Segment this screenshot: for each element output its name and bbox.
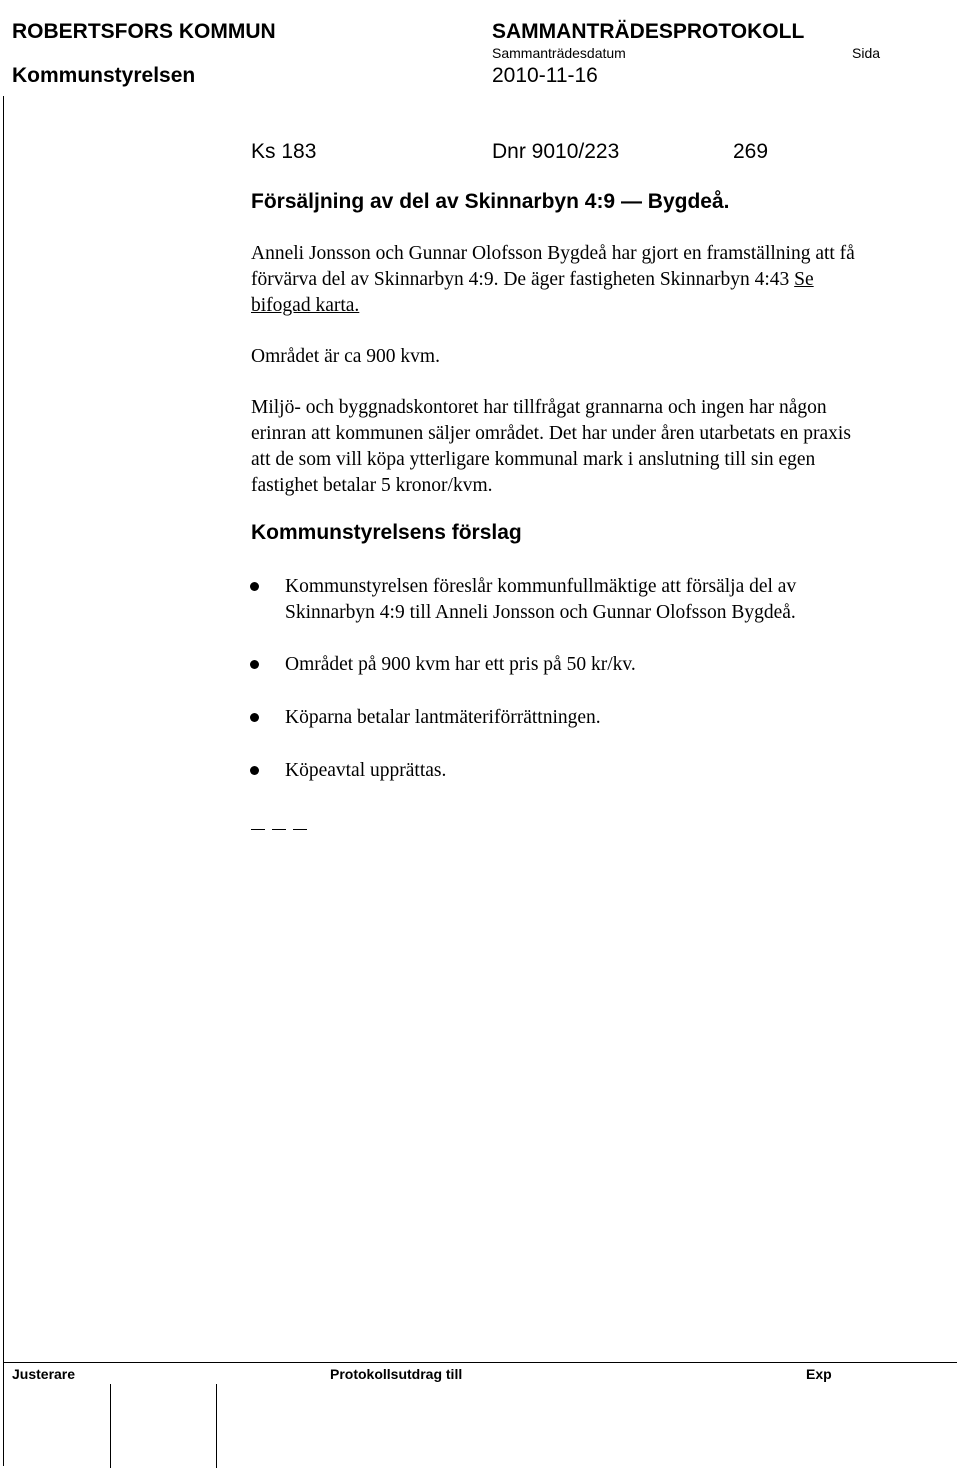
proposal-item-line: Skinnarbyn 4:9 till Anneli Jonsson och Gunnar Olofsson Bygdeå. xyxy=(285,602,796,623)
case-section-number: Ks 183 xyxy=(251,140,317,163)
bullet-icon xyxy=(250,582,259,591)
paragraph-line: Anneli Jonsson och Gunnar Olofsson Bygdeå har gjort en framställning att få xyxy=(251,243,855,264)
map-attachment-link[interactable]: Se xyxy=(794,269,814,290)
proposal-item-4 xyxy=(285,758,446,784)
end-dash xyxy=(293,829,307,830)
document-type: SAMMANTRÄDESPROTOKOLL xyxy=(492,20,805,43)
frame-left-line xyxy=(3,96,4,1466)
proposal-item-3 xyxy=(285,705,601,731)
footer-sign-box-1 xyxy=(110,1384,111,1468)
municipality-name: ROBERTSFORS KOMMUN xyxy=(12,20,276,43)
organ-name: Kommunstyrelsen xyxy=(12,64,196,87)
case-dnr: Dnr 9010/223 xyxy=(492,140,620,163)
paragraph-line: Miljö- och byggnadskontoret har tillfrågat grannarna och ingen har någon xyxy=(251,397,827,418)
proposal-item-line: Kommunstyrelsen föreslår kommunfullmäktige att försälja del av xyxy=(285,576,797,597)
paragraph-line: Området är ca 900 kvm. xyxy=(251,346,440,367)
proposal-item-line: Köparna betalar lantmäteriförrättningen. xyxy=(285,707,601,728)
end-dash xyxy=(272,829,286,830)
bullet-icon xyxy=(250,660,259,669)
bullet-icon xyxy=(250,766,259,775)
case-title: Försäljning av del av Skinnarbyn 4:9 — Bygdeå. xyxy=(251,190,730,213)
footer-excerpt-label: Protokollsutdrag till xyxy=(330,1366,463,1382)
paragraph-line: fastighet betalar 5 kronor/kvm. xyxy=(251,475,493,496)
footer-exp-label: Exp xyxy=(806,1366,832,1382)
end-dash xyxy=(251,829,265,830)
meeting-date: 2010-11-16 xyxy=(492,64,598,87)
footer-justerare-label: Justerare xyxy=(12,1366,76,1382)
meeting-date-label: Sammanträdesdatum xyxy=(492,45,626,61)
map-attachment-link-cont[interactable]: bifogad karta. xyxy=(251,295,360,316)
footer-divider-line xyxy=(3,1362,957,1363)
bullet-icon xyxy=(250,713,259,722)
footer-sign-box-2 xyxy=(216,1384,217,1468)
proposal-item-2 xyxy=(285,652,636,678)
proposal-item-line: Köpeavtal upprättas. xyxy=(285,760,447,781)
proposal-item-line: Området på 900 kvm har ett pris på 50 kr/kv. xyxy=(285,654,636,675)
paragraph-line: erinran att kommunen säljer området. Det har under åren utarbetats en praxis xyxy=(251,423,851,444)
paragraph-line: att de som vill köpa ytterligare kommunal mark i anslutning till sin egen xyxy=(251,449,816,470)
proposal-item-1 xyxy=(285,574,796,626)
paragraph-line xyxy=(251,293,855,319)
paragraph-application xyxy=(251,241,855,319)
case-page-number: 269 xyxy=(733,140,769,163)
proposal-heading: Kommunstyrelsens förslag xyxy=(251,521,522,544)
paragraph-neighbours xyxy=(251,395,851,499)
page-label: Sida xyxy=(852,45,881,61)
paragraph-area xyxy=(251,344,440,370)
paragraph-line xyxy=(251,267,855,293)
paragraph-text: förvärva del av Skinnarbyn 4:9. De äger fastigheten Skinnarbyn 4:43 xyxy=(251,269,795,290)
